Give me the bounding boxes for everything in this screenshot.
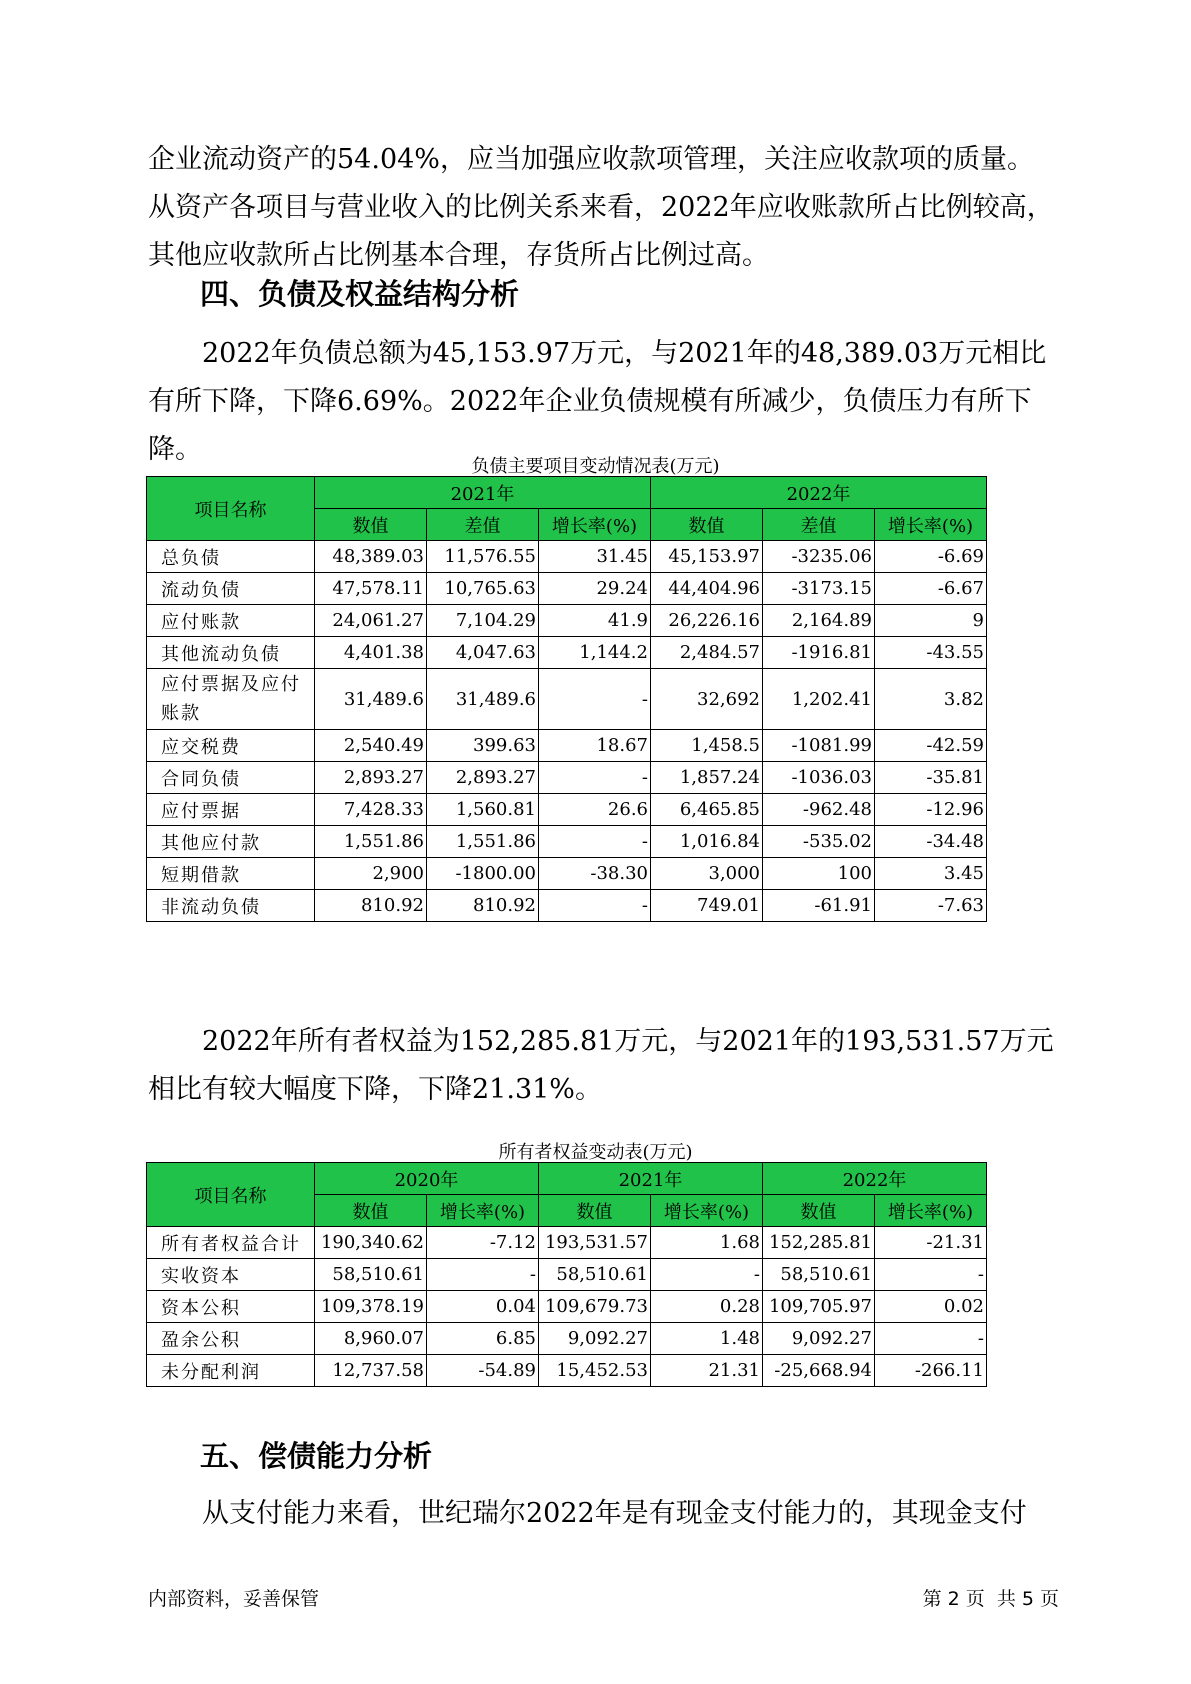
cell: 18.67	[539, 730, 651, 762]
cell: 26,226.16	[651, 605, 763, 637]
cell: -1916.81	[763, 637, 875, 669]
cell: 749.01	[651, 890, 763, 922]
row-label: 应付票据及应付账款	[147, 669, 315, 730]
header-year-2021: 2021年	[539, 1163, 763, 1195]
subheader-value: 数值	[763, 1195, 875, 1227]
cell: 7,428.33	[315, 794, 427, 826]
cell: 810.92	[427, 890, 539, 922]
row-label: 合同负债	[147, 762, 315, 794]
cell: 1,016.84	[651, 826, 763, 858]
footer-confidential-note: 内部资料，妥善保管	[148, 1588, 320, 1610]
cell: 109,705.97	[763, 1291, 875, 1323]
cell: 12,737.58	[315, 1355, 427, 1387]
cell: -1036.03	[763, 762, 875, 794]
row-label: 实收资本	[147, 1259, 315, 1291]
table-caption-equity: 所有者权益变动表(万元)	[498, 1142, 693, 1163]
cell: 29.24	[539, 573, 651, 605]
cell: 32,692	[651, 669, 763, 730]
cell: -54.89	[427, 1355, 539, 1387]
cell: 109,378.19	[315, 1291, 427, 1323]
table-row	[147, 858, 987, 890]
cell: 58,510.61	[763, 1259, 875, 1291]
cell: 0.02	[875, 1291, 987, 1323]
cell: 1,144.2	[539, 637, 651, 669]
cell: 1,202.41	[763, 669, 875, 730]
cell: -	[539, 890, 651, 922]
cell: -7.63	[875, 890, 987, 922]
footer-page-number: 第 2 页 共 5 页	[922, 1588, 1059, 1610]
cell: 1,458.5	[651, 730, 763, 762]
cell: 4,401.38	[315, 637, 427, 669]
header-item-name: 项目名称	[147, 477, 315, 541]
section-heading-solvency: 五、偿债能力分析	[200, 1439, 433, 1473]
cell: -6.67	[875, 573, 987, 605]
cell: 9,092.27	[539, 1323, 651, 1355]
cell: -3235.06	[763, 541, 875, 573]
cell: -7.12	[427, 1227, 539, 1259]
table-row	[147, 890, 987, 922]
cell: 6.85	[427, 1323, 539, 1355]
cell: 47,578.11	[315, 573, 427, 605]
subheader-value: 数值	[651, 509, 763, 541]
table-caption-liabilities: 负债主要项目变动情况表(万元)	[471, 456, 720, 477]
row-label: 应付票据	[147, 794, 315, 826]
cell: -38.30	[539, 858, 651, 890]
cell: 24,061.27	[315, 605, 427, 637]
table-row	[147, 1355, 987, 1387]
paragraph-liabilities: 2022年负债总额为45,153.97万元，与2021年的48,389.03万元相比有所下降，下降6.69%。2022年企业负债规模有所减少，负债压力有所下降。	[148, 338, 1047, 465]
cell: 0.28	[651, 1291, 763, 1323]
cell: 109,679.73	[539, 1291, 651, 1323]
cell: 41.9	[539, 605, 651, 637]
cell: 1,857.24	[651, 762, 763, 794]
subheader-difference: 差值	[427, 509, 539, 541]
cell: 2,893.27	[315, 762, 427, 794]
subheader-growth-rate: 增长率(%)	[875, 509, 987, 541]
cell: -	[427, 1259, 539, 1291]
cell: 10,765.63	[427, 573, 539, 605]
table-row	[147, 1291, 987, 1323]
table-row	[147, 541, 987, 573]
cell: 4,047.63	[427, 637, 539, 669]
cell: -	[875, 1259, 987, 1291]
cell: 11,576.55	[427, 541, 539, 573]
subheader-growth-rate: 增长率(%)	[651, 1195, 763, 1227]
table-row	[147, 637, 987, 669]
equity-table	[146, 1162, 987, 1387]
cell: 1,551.86	[315, 826, 427, 858]
paragraph-equity: 2022年所有者权益为152,285.81万元，与2021年的193,531.57万元相比有较大幅度下降，下降21.31%。	[148, 1026, 1054, 1105]
row-label: 非流动负债	[147, 890, 315, 922]
cell: -34.48	[875, 826, 987, 858]
cell: -	[539, 826, 651, 858]
cell: 1,551.86	[427, 826, 539, 858]
table-row	[147, 794, 987, 826]
cell: 399.63	[427, 730, 539, 762]
cell: 3,000	[651, 858, 763, 890]
cell: -	[539, 669, 651, 730]
cell: 152,285.81	[763, 1227, 875, 1259]
table-row	[147, 1259, 987, 1291]
cell: 3.45	[875, 858, 987, 890]
subheader-growth-rate: 增长率(%)	[539, 509, 651, 541]
subheader-difference: 差值	[763, 509, 875, 541]
cell: -1800.00	[427, 858, 539, 890]
cell: -43.55	[875, 637, 987, 669]
cell: -61.91	[763, 890, 875, 922]
cell: 810.92	[315, 890, 427, 922]
table-row	[147, 826, 987, 858]
header-item-name: 项目名称	[147, 1163, 315, 1227]
row-label: 短期借款	[147, 858, 315, 890]
cell: 193,531.57	[539, 1227, 651, 1259]
paragraph-solvency: 从支付能力来看，世纪瑞尔2022年是有现金支付能力的，其现金支付	[202, 1498, 1027, 1529]
section-heading-liabilities: 四、负债及权益结构分析	[200, 277, 520, 311]
cell: 0.04	[427, 1291, 539, 1323]
row-label: 资本公积	[147, 1291, 315, 1323]
row-label: 所有者权益合计	[147, 1227, 315, 1259]
cell: 31.45	[539, 541, 651, 573]
cell: 31,489.6	[315, 669, 427, 730]
header-year-2022: 2022年	[651, 477, 987, 509]
cell: 2,893.27	[427, 762, 539, 794]
subheader-value: 数值	[539, 1195, 651, 1227]
cell: -21.31	[875, 1227, 987, 1259]
header-year-2021: 2021年	[315, 477, 651, 509]
row-label: 盈余公积	[147, 1323, 315, 1355]
row-label: 流动负债	[147, 573, 315, 605]
cell: 1.68	[651, 1227, 763, 1259]
cell: -535.02	[763, 826, 875, 858]
cell: -3173.15	[763, 573, 875, 605]
cell: -	[651, 1259, 763, 1291]
cell: 26.6	[539, 794, 651, 826]
cell: -12.96	[875, 794, 987, 826]
cell: 21.31	[651, 1355, 763, 1387]
subheader-growth-rate: 增长率(%)	[875, 1195, 987, 1227]
cell: 1,560.81	[427, 794, 539, 826]
cell: 8,960.07	[315, 1323, 427, 1355]
cell: -962.48	[763, 794, 875, 826]
cell: 190,340.62	[315, 1227, 427, 1259]
cell: 2,484.57	[651, 637, 763, 669]
table-row	[147, 1227, 987, 1259]
liability-table	[146, 476, 987, 922]
subheader-value: 数值	[315, 509, 427, 541]
cell: 2,540.49	[315, 730, 427, 762]
cell: -1081.99	[763, 730, 875, 762]
cell: 9,092.27	[763, 1323, 875, 1355]
cell: -	[875, 1323, 987, 1355]
table-row	[147, 669, 987, 730]
cell: -6.69	[875, 541, 987, 573]
cell: 100	[763, 858, 875, 890]
cell: 2,164.89	[763, 605, 875, 637]
cell: 9	[875, 605, 987, 637]
cell: -266.11	[875, 1355, 987, 1387]
cell: -42.59	[875, 730, 987, 762]
cell: 45,153.97	[651, 541, 763, 573]
cell: 7,104.29	[427, 605, 539, 637]
row-label: 未分配利润	[147, 1355, 315, 1387]
subheader-value: 数值	[315, 1195, 427, 1227]
table-row	[147, 573, 987, 605]
row-label: 应付账款	[147, 605, 315, 637]
cell: 6,465.85	[651, 794, 763, 826]
header-year-2020: 2020年	[315, 1163, 539, 1195]
row-label: 总负债	[147, 541, 315, 573]
table-row	[147, 730, 987, 762]
cell: 1.48	[651, 1323, 763, 1355]
row-label: 其他应付款	[147, 826, 315, 858]
header-year-2022: 2022年	[763, 1163, 987, 1195]
row-label: 其他流动负债	[147, 637, 315, 669]
cell: -35.81	[875, 762, 987, 794]
cell: -25,668.94	[763, 1355, 875, 1387]
cell: 44,404.96	[651, 573, 763, 605]
cell: 58,510.61	[315, 1259, 427, 1291]
subheader-growth-rate: 增长率(%)	[427, 1195, 539, 1227]
cell: 48,389.03	[315, 541, 427, 573]
cell: 3.82	[875, 669, 987, 730]
cell: 58,510.61	[539, 1259, 651, 1291]
row-label: 应交税费	[147, 730, 315, 762]
paragraph-receivables: 企业流动资产的54.04%，应当加强应收款项管理，关注应收款项的质量。从资产各项目与营业收入的比例关系来看，2022年应收账款所占比例较高，其他应收款所占比例基本合理，存货所占比例过高。	[148, 144, 1054, 271]
cell: 15,452.53	[539, 1355, 651, 1387]
table-row	[147, 1323, 987, 1355]
cell: 2,900	[315, 858, 427, 890]
cell: 31,489.6	[427, 669, 539, 730]
table-row	[147, 762, 987, 794]
cell: -	[539, 762, 651, 794]
table-row	[147, 605, 987, 637]
